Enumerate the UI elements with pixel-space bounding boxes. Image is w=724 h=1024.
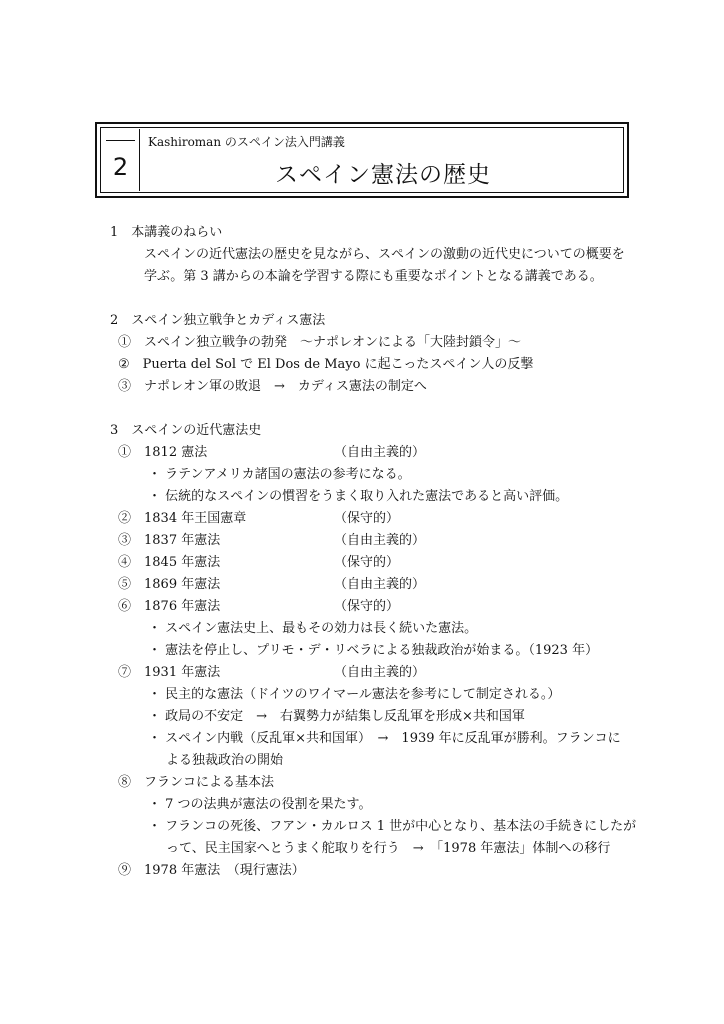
constitution-1834-tag: （保守的） (334, 511, 400, 526)
section-1-heading: 1 本講義のねらい (110, 225, 223, 240)
constitution-1931-label: ⑦ 1931 年憲法 (118, 665, 221, 680)
constitution-1845-label: ④ 1845 年憲法 (118, 555, 221, 570)
chapter-number-rule (106, 140, 135, 141)
page-title: スペイン憲法の歴史 (275, 162, 491, 188)
section-2-item: ① スペイン独立戦争の勃発 ～ナポレオンによる「大陸封鎖令」～ (118, 335, 522, 350)
constitution-1876-label: ⑥ 1876 年憲法 (118, 599, 221, 614)
section-2-item: ③ ナポレオン軍の敗退 → カディス憲法の制定へ (118, 379, 427, 394)
bullet-item-continuation: よる独裁政治の開始 (166, 753, 284, 768)
chapter-header-inner-frame (100, 127, 624, 193)
bullet-item: ・ フランコの死後、フアン・カルロス 1 世が中心となり、基本法の手続きにしたが (148, 819, 637, 834)
constitution-1978-label: ⑨ 1978 年憲法 （現行憲法） (118, 863, 305, 878)
constitution-1837-label: ③ 1837 年憲法 (118, 533, 221, 548)
series-title: Kashiroman のスペイン法入門講義 (148, 135, 345, 149)
bullet-item: ・ 民主的な憲法（ドイツのワイマール憲法を参考にして制定される。） (148, 687, 561, 702)
constitution-1812-tag: （自由主義的） (334, 445, 426, 460)
chapter-number: 2 (112, 153, 129, 181)
section-1-body-line-1: スペインの近代憲法の歴史を見ながら、スペインの激動の近代史についての概要を (144, 247, 625, 262)
bullet-item: ・ 政局の不安定 → 右翼勢力が結集し反乱軍を形成×共和国軍 (148, 709, 525, 724)
constitution-1869-tag: （自由主義的） (334, 577, 426, 592)
section-2-item: ② Puerta del Sol で El Dos de Mayo に起こったスペイン人の反撃 (118, 357, 534, 372)
bullet-item: ・ ラテンアメリカ諸国の憲法の参考になる。 (148, 467, 411, 482)
constitution-1812-label: ① 1812 憲法 (118, 445, 208, 460)
constitution-1931-tag: （自由主義的） (334, 665, 426, 680)
section-2-heading: 2 スペイン独立戦争とカディス憲法 (110, 313, 326, 328)
bullet-item: ・ スペイン憲法史上、最もその効力は長く続いた憲法。 (148, 621, 478, 636)
bullet-item: ・ 伝統的なスペインの慣習をうまく取り入れた憲法であると高い評価。 (148, 489, 569, 504)
bullet-item: ・ スペイン内戦（反乱軍×共和国軍） → 1939 年に反乱軍が勝利。フランコに (148, 731, 621, 746)
chapter-number-box (102, 129, 140, 191)
franco-basic-law-label: ⑧ フランコによる基本法 (118, 775, 275, 790)
constitution-1837-tag: （自由主義的） (334, 533, 426, 548)
chapter-header (95, 122, 629, 198)
constitution-1834-label: ② 1834 年王国憲章 (118, 511, 247, 526)
constitution-1845-tag: （保守的） (334, 555, 400, 570)
bullet-item-continuation: って、民主国家へとうまく舵取りを行う → 「1978 年憲法」体制への移行 (166, 841, 611, 856)
constitution-1876-tag: （保守的） (334, 599, 400, 614)
section-3-heading: 3 スペインの近代憲法史 (110, 423, 262, 438)
constitution-1869-label: ⑤ 1869 年憲法 (118, 577, 221, 592)
bullet-item: ・ 7 つの法典が憲法の役割を果たす。 (148, 797, 372, 812)
bullet-item: ・ 憲法を停止し、プリモ・デ・リベラによる独裁政治が始まる。（1923 年） (148, 643, 599, 658)
section-1-body-line-2: 学ぶ。第 3 講からの本論を学習する際にも重要なポイントとなる講義である。 (144, 269, 603, 284)
